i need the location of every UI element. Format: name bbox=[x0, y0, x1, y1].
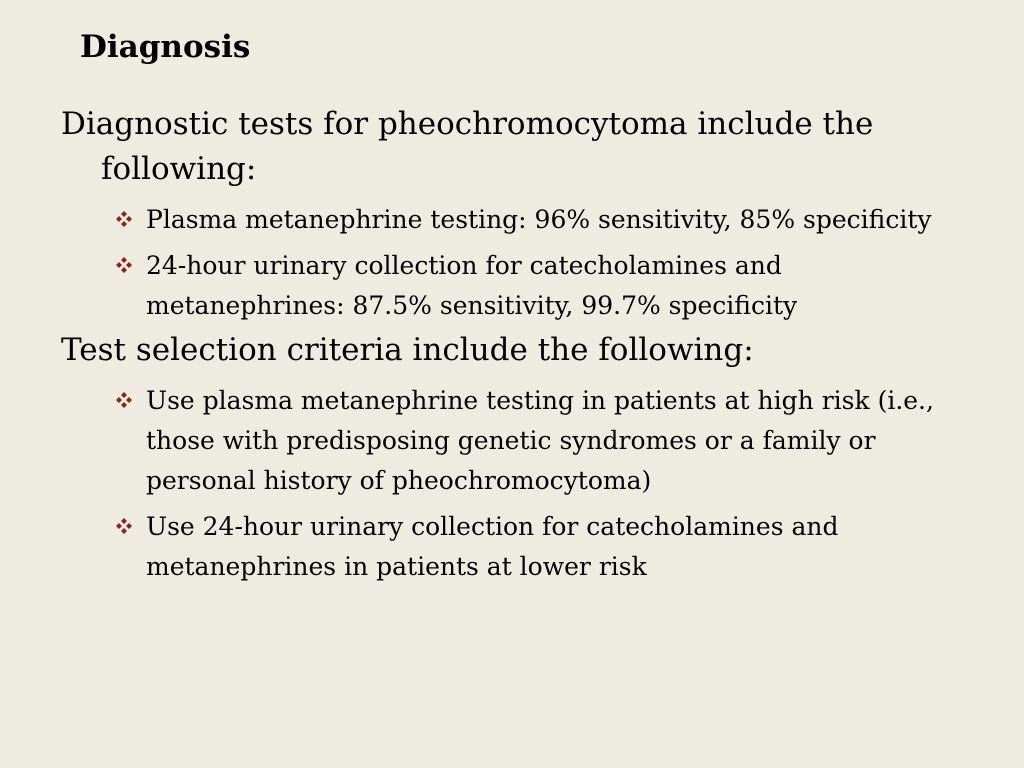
list-item bbox=[61, 507, 971, 587]
bullet-text: Use 24-hour urinary collection for catecholamines and metanephrines in patients at lower risk bbox=[146, 512, 839, 581]
diamond-bullet-icon bbox=[114, 390, 134, 410]
list-item bbox=[61, 246, 971, 326]
list-item bbox=[61, 200, 971, 240]
diamond-bullet-icon bbox=[114, 209, 134, 229]
slide-body bbox=[61, 102, 971, 587]
bullet-text: Plasma metanephrine testing: 96% sensitivity, 85% specificity bbox=[146, 205, 932, 234]
section-heading-test-selection: Test selection criteria include the following: bbox=[61, 332, 754, 368]
bullet-text: Use plasma metanephrine testing in patients at high risk (i.e., those with predisposing genetic syndromes or a family or personal history of pheochromocytoma) bbox=[146, 386, 934, 495]
list-item bbox=[61, 381, 971, 501]
section-heading-diagnostic-tests: Diagnostic tests for pheochromocytoma include the following: bbox=[61, 106, 874, 187]
test-selection-list bbox=[61, 381, 971, 587]
diamond-bullet-icon bbox=[114, 516, 134, 536]
diagnostic-tests-list bbox=[61, 200, 971, 326]
bullet-text: 24-hour urinary collection for catecholamines and metanephrines: 87.5% sensitivity, 99.7% specificity bbox=[146, 251, 798, 320]
slide-title: Diagnosis bbox=[80, 29, 251, 65]
diamond-bullet-icon bbox=[114, 255, 134, 275]
